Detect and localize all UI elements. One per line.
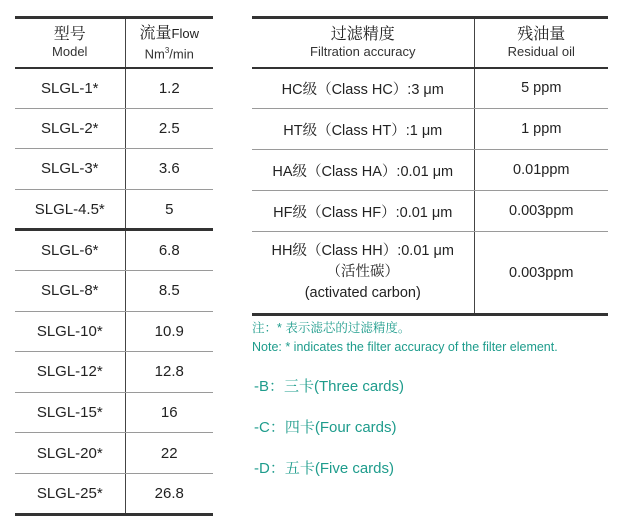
model-cell: SLGL-25* (15, 473, 125, 514)
flow-unit: Nm$^3$/min (144, 45, 194, 61)
table-row (252, 150, 608, 191)
table-row (252, 191, 608, 232)
model-flow-table (15, 16, 213, 516)
filtration-table (252, 16, 608, 316)
accuracy-line: (activated carbon) (304, 285, 421, 301)
flow-cell: 26.8 (125, 473, 213, 514)
model-header-cn: 型号 (53, 26, 86, 44)
accuracy-line: （活性碳） (326, 264, 399, 280)
flow-cell: 8.5 (125, 270, 213, 311)
flow-cell: 16 (125, 392, 213, 433)
accuracy-cell (252, 232, 474, 315)
model-cell: SLGL-20* (15, 433, 125, 474)
accuracy-header-cn: 过滤精度 (330, 26, 395, 44)
table-row (15, 189, 213, 230)
table-row (15, 230, 213, 271)
table-row (15, 473, 213, 514)
residual-cell: 0.003ppm (474, 232, 608, 315)
model-cell: SLGL-1* (15, 68, 125, 109)
note-en: Note: * indicates the filter accuracy of the filter element. (252, 340, 558, 354)
table-row (15, 352, 213, 393)
flow-cell: 1.2 (125, 68, 213, 109)
residual-cell: 1 ppm (474, 109, 608, 150)
flow-cell: 12.8 (125, 352, 213, 393)
model-column-header (15, 18, 125, 68)
table-header-row (252, 18, 608, 68)
flow-column-header (125, 18, 213, 68)
flow-header-en: Flow (171, 25, 199, 41)
model-cell: SLGL-3* (15, 149, 125, 190)
option-d: -D：五卡(Five cards) (254, 460, 395, 477)
model-cell: SLGL-2* (15, 108, 125, 149)
model-cell: SLGL-12* (15, 352, 125, 393)
accuracy-cell: HC级（Class HC）:3 μm (252, 68, 474, 109)
model-cell: SLGL-4.5* (15, 189, 125, 230)
accuracy-header-en: Filtration accuracy (310, 44, 416, 60)
table-header-row (15, 18, 213, 68)
flow-cell: 3.6 (125, 149, 213, 190)
accuracy-line: HH级（Class HH）:0.01 μm (271, 243, 454, 259)
flow-cell: 6.8 (125, 230, 213, 271)
table-row (15, 433, 213, 474)
table-row (15, 270, 213, 311)
accuracy-cell: HF级（Class HF）:0.01 μm (252, 191, 474, 232)
residual-cell: 5 ppm (474, 68, 608, 109)
flow-header-cn: 流量 (139, 24, 172, 42)
flow-cell: 22 (125, 433, 213, 474)
residual-cell: 0.01ppm (474, 150, 608, 191)
residual-cell: 0.003ppm (474, 191, 608, 232)
model-cell: SLGL-15* (15, 392, 125, 433)
residual-column-header (474, 18, 608, 68)
flow-cell: 5 (125, 189, 213, 230)
table-row (15, 149, 213, 190)
table-row (252, 109, 608, 150)
note-cn: 注：* 表示滤芯的过滤精度。 (252, 321, 411, 335)
option-b: -B：三卡(Three cards) (254, 378, 405, 395)
accuracy-cell: HA级（Class HA）:0.01 μm (252, 150, 474, 191)
accuracy-column-header (252, 18, 474, 68)
flow-cell: 10.9 (125, 311, 213, 352)
table-row (15, 108, 213, 149)
model-cell: SLGL-8* (15, 270, 125, 311)
model-cell: SLGL-10* (15, 311, 125, 352)
model-header-en: Model (52, 44, 88, 60)
flow-cell: 2.5 (125, 108, 213, 149)
table-row (15, 392, 213, 433)
table-row (15, 311, 213, 352)
model-cell: SLGL-6* (15, 230, 125, 271)
table-row (252, 68, 608, 109)
residual-header-cn: 残油量 (517, 26, 566, 44)
accuracy-cell: HT级（Class HT）:1 μm (252, 109, 474, 150)
table-row (15, 68, 213, 109)
option-c: -C：四卡(Four cards) (254, 419, 397, 436)
residual-header-en: Residual oil (507, 44, 575, 60)
table-row (252, 232, 608, 315)
